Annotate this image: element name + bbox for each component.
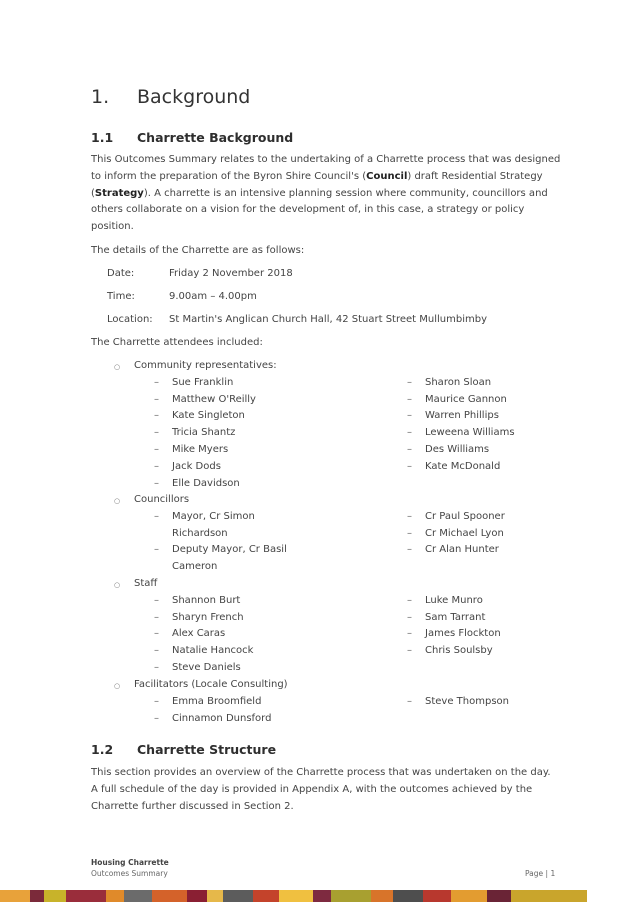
bullet-icon: ○ [114, 682, 121, 690]
stripe-segment [393, 890, 423, 902]
attendee-name: Emma Broomfield [172, 695, 262, 707]
group-label: Staff [134, 578, 158, 589]
detail-label: Location: [107, 314, 153, 325]
attendee-name: Maurice Gannon [425, 393, 507, 405]
stripe-segment [423, 890, 451, 902]
stripe-segment [451, 890, 487, 902]
attendee-name: Shannon Burt [172, 594, 241, 606]
attendee-name: Warren Phillips [425, 410, 499, 422]
bold-term: Council [366, 170, 408, 182]
attendee-name: Tricia Shantz [172, 427, 236, 439]
attendee-name: Des Williams [425, 444, 490, 455]
dash-marker: – [154, 460, 159, 472]
para-line: position. [91, 221, 134, 233]
para-line: others collaborate on a vision for the development of, in this case, a strategy or policy [91, 204, 525, 216]
dash-marker: – [407, 645, 412, 657]
attendee-name: Steve Daniels [172, 662, 241, 673]
attendee-name: Mayor, Cr Simon [172, 510, 255, 522]
attendee-name: Cr Michael Lyon [425, 527, 504, 539]
decorative-stripe [0, 890, 637, 902]
para-line: A full schedule of the day is provided in Appendix A, with the outcomes achieved by the [91, 783, 533, 795]
attendee-name: Cameron [172, 561, 218, 573]
stripe-segment [511, 890, 587, 902]
para-line: (Strategy). A charrette is an intensive planning session where community, councillors and [91, 187, 548, 199]
dash-marker: – [407, 628, 412, 640]
para-line: to inform the preparation of the Byron Shire Council's (Council) draft Residential Strategy [91, 170, 543, 182]
attendee-name: Mike Myers [172, 444, 229, 455]
attendee-name: Sam Tarrant [425, 611, 486, 623]
para-line: This Outcomes Summary relates to the undertaking of a Charrette process that was designed [91, 154, 561, 165]
attendee-name: Richardson [172, 527, 228, 539]
stripe-segment [313, 890, 331, 902]
details-intro: The details of the Charrette are as follows: [91, 245, 305, 256]
attendee-name: Kate Singleton [172, 410, 245, 422]
dash-marker: – [154, 695, 159, 707]
section-number: 1.2 [91, 742, 114, 757]
attendee-name: Luke Munro [425, 594, 483, 606]
dash-marker: – [154, 427, 159, 439]
dash-marker: – [154, 410, 159, 422]
dash-marker: – [407, 410, 412, 422]
stripe-segment [331, 890, 371, 902]
attendee-name: Deputy Mayor, Cr Basil [172, 544, 287, 556]
bullet-icon: ○ [114, 363, 121, 371]
dash-marker: – [154, 376, 159, 388]
dash-marker: – [154, 444, 159, 455]
attendees-intro: The Charrette attendees included: [91, 337, 263, 348]
detail-label: Time: [107, 291, 135, 302]
dash-marker: – [154, 594, 159, 606]
stripe-segment [152, 890, 187, 902]
dash-marker: – [154, 611, 159, 623]
dash-marker: – [154, 393, 159, 405]
dash-marker: – [154, 544, 159, 556]
stripe-segment [223, 890, 253, 902]
dash-marker: – [407, 376, 412, 388]
attendee-name: Alex Caras [172, 628, 226, 640]
attendee-name: James Flockton [425, 628, 501, 640]
section-title: Charrette Structure [137, 742, 277, 757]
bullet-icon: ○ [114, 581, 121, 589]
detail-value: Friday 2 November 2018 [169, 268, 293, 279]
footer-title: Housing Charrette [91, 858, 169, 867]
attendee-name: Elle Davidson [172, 477, 240, 489]
attendee-name: Cr Paul Spooner [425, 510, 505, 522]
dash-marker: – [154, 510, 159, 522]
stripe-segment [207, 890, 223, 902]
footer-subtitle: Outcomes Summary [91, 869, 168, 878]
bold-term: Strategy [94, 187, 144, 199]
section-number: 1.1 [91, 130, 114, 145]
paragraph [91, 765, 551, 815]
dash-marker: – [154, 628, 159, 640]
stripe-segment [279, 890, 313, 902]
attendee-name: Steve Thompson [425, 695, 509, 707]
stripe-segment [44, 890, 66, 902]
dash-marker: – [407, 611, 412, 623]
attendee-name: Jack Dods [172, 460, 221, 472]
stripe-segment [371, 890, 393, 902]
dash-marker: – [407, 527, 412, 539]
detail-label: Date: [107, 268, 135, 279]
dash-marker: – [407, 510, 412, 522]
heading-number: 1. [91, 86, 110, 108]
dash-marker: – [407, 444, 412, 455]
stripe-segment [253, 890, 279, 902]
stripe-segment [487, 890, 511, 902]
attendee-name: Cinnamon Dunsford [172, 712, 272, 724]
attendee-name: Matthew O'Reilly [172, 393, 256, 405]
detail-value: 9.00am – 4.00pm [169, 291, 257, 302]
stripe-segment [187, 890, 207, 902]
bullet-icon: ○ [114, 497, 121, 505]
stripe-segment [0, 890, 30, 902]
attendee-name: Cr Alan Hunter [425, 544, 499, 556]
paragraph [91, 152, 560, 236]
detail-value: St Martin's Anglican Church Hall, 42 Stuart Street Mullumbimby [169, 314, 487, 325]
dash-marker: – [407, 393, 412, 405]
page-number: Page | 1 [525, 869, 556, 878]
section-title: Charrette Background [137, 130, 294, 145]
dash-marker: – [407, 427, 412, 439]
group-label: Facilitators (Locale Consulting) [134, 679, 288, 690]
dash-marker: – [154, 662, 159, 673]
stripe-segment [106, 890, 124, 902]
attendee-name: Sue Franklin [172, 376, 234, 388]
para-line: Charrette further discussed in Section 2. [91, 800, 294, 812]
dash-marker: – [407, 594, 412, 606]
group-label: Councillors [134, 494, 190, 505]
dash-marker: – [154, 477, 159, 489]
attendee-name: Natalie Hancock [172, 645, 254, 657]
dash-marker: – [154, 712, 159, 724]
attendee-name: Leweena Williams [425, 427, 515, 439]
stripe-segment [124, 890, 152, 902]
attendee-name: Chris Soulsby [425, 645, 493, 657]
dash-marker: – [407, 460, 412, 472]
heading-title: Background [137, 86, 251, 108]
stripe-segment [30, 890, 44, 902]
group-label: Community representatives: [134, 360, 277, 371]
dash-marker: – [154, 645, 159, 657]
dash-marker: – [407, 544, 412, 556]
attendee-name: Sharon Sloan [425, 376, 492, 388]
stripe-segment [66, 890, 106, 902]
attendee-name: Kate McDonald [425, 460, 501, 472]
dash-marker: – [407, 695, 412, 707]
para-line: This section provides an overview of the Charrette process that was undertaken on the day. [91, 767, 551, 778]
attendee-name: Sharyn French [172, 611, 244, 623]
